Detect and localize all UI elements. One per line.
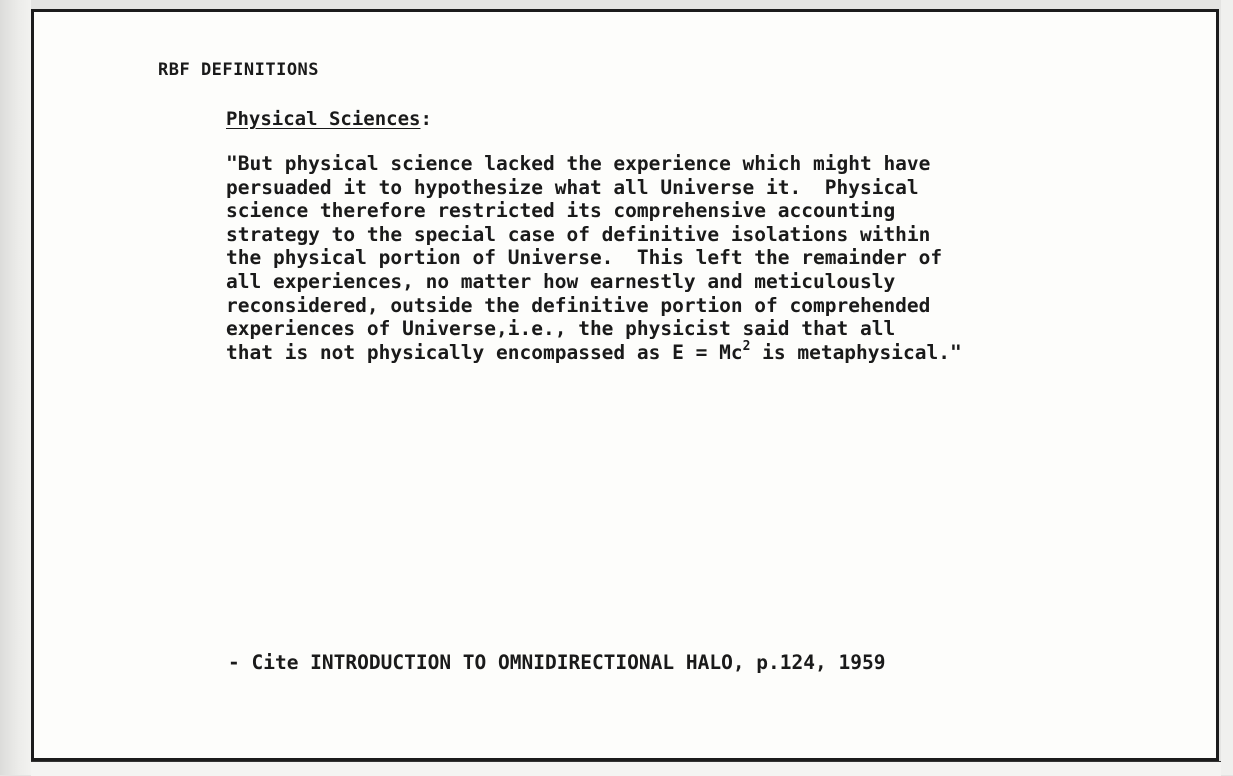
quote-line: "But physical science lacked the experience which might have <box>226 152 931 175</box>
card-header: RBF DEFINITIONS <box>158 60 320 80</box>
section-heading <box>226 108 432 130</box>
scan-margin-bottom <box>31 761 1221 776</box>
quote-body <box>226 152 962 364</box>
formula-text: that is not physically encompassed as E = Mc <box>226 340 743 364</box>
quote-line: experiences of Universe,i.e., the physicist said that all <box>226 317 896 341</box>
quote-line: all experiences, no matter how earnestly and meticulously <box>226 269 896 293</box>
formula-exponent: 2 <box>742 338 751 354</box>
quote-line: reconsidered, outside the definitive portion of comprehended <box>226 293 931 317</box>
quote-line: persuaded it to hypothesize what all Universe it. Physical <box>226 175 919 199</box>
scan-margin-right <box>1221 0 1233 775</box>
citation: - Cite INTRODUCTION TO OMNIDIRECTIONAL HALO, p.124, 1959 <box>228 651 886 674</box>
definition-card <box>31 9 1219 761</box>
section-title: Physical Sciences <box>226 108 421 130</box>
quote-ending: is metaphysical." <box>750 340 962 364</box>
quote-line: the physical portion of Universe. This left the remainder of <box>226 246 943 270</box>
quote-line: strategy to the special case of definitive isolations within <box>226 222 931 246</box>
scan-margin-left <box>0 0 31 775</box>
quote-last-line <box>226 338 962 365</box>
section-colon: : <box>420 108 432 130</box>
quote-line: science therefore restricted its comprehensive accounting <box>226 199 896 223</box>
